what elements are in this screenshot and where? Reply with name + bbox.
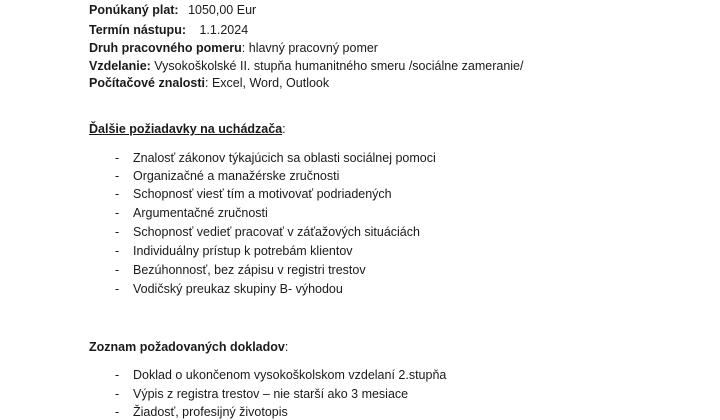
list-item: Výpis z registra trestov – nie starší ako 3 mesiace <box>133 387 409 401</box>
detail-salary <box>89 2 256 18</box>
section-heading-colon: : <box>284 340 289 354</box>
bullet-dash: - <box>115 169 120 183</box>
bullet-dash: - <box>115 206 120 220</box>
documents-heading <box>89 339 288 355</box>
requirements-heading <box>89 121 286 137</box>
list-item: Bezúhonnosť, bez zápisu v registri trestov <box>133 263 366 277</box>
list-item: Organizačné a manažérske zručnosti <box>133 169 340 183</box>
bullet-dash: - <box>115 187 120 201</box>
list-item: Doklad o ukončenom vysokoškolskom vzdelaní 2.stupňa <box>133 368 447 382</box>
detail-label: Druh pracovného pomeru <box>89 41 242 55</box>
detail-label: Počítačové znalosti <box>89 76 206 90</box>
list-item: Schopnosť vedieť pracovať v záťažových situáciách <box>133 225 420 239</box>
bullet-dash: - <box>115 405 120 419</box>
list-item: Žiadosť, profesijný životopis <box>133 405 288 419</box>
bullet-dash: - <box>115 225 120 239</box>
section-heading-colon: : <box>282 122 286 136</box>
list-item: Vodičský preukaz skupiny B- výhodou <box>133 282 343 296</box>
detail-label: Vzdelanie: <box>89 59 151 73</box>
detail-value: Vysokoškolské II. stupňa humanitného smeru /sociálne zameranie/ <box>150 59 524 73</box>
bullet-dash: - <box>115 282 120 296</box>
detail-label: Termín nástupu: <box>89 23 186 37</box>
detail-value: 1.1.2024 <box>199 23 249 37</box>
list-item: Argumentačné zručnosti <box>133 206 268 220</box>
section-heading-text: Ďalšie požiadavky na uchádzača <box>89 122 283 136</box>
section-heading-text: Zoznam požadovaných dokladov <box>89 340 285 354</box>
bullet-dash: - <box>115 368 120 382</box>
list-item: Individuálny prístup k potrebám klientov <box>133 244 353 258</box>
detail-computer-skills <box>89 75 329 91</box>
detail-value: 1050,00 Eur <box>188 3 257 17</box>
detail-label: Ponúkaný plat: <box>89 3 179 17</box>
bullet-dash: - <box>115 244 120 258</box>
list-item: Schopnosť viesť tím a motivovať podriadených <box>133 187 392 201</box>
detail-value: : hlavný pracovný pomer <box>241 41 378 55</box>
detail-employment-type <box>89 40 378 56</box>
bullet-dash: - <box>115 387 120 401</box>
bullet-dash: - <box>115 263 120 277</box>
detail-value: : Excel, Word, Outlook <box>205 76 330 90</box>
detail-education <box>89 58 523 74</box>
bullet-dash: - <box>115 151 120 165</box>
list-item: Znalosť zákonov týkajúcich sa oblasti sociálnej pomoci <box>133 151 436 165</box>
detail-start-date <box>89 22 248 38</box>
